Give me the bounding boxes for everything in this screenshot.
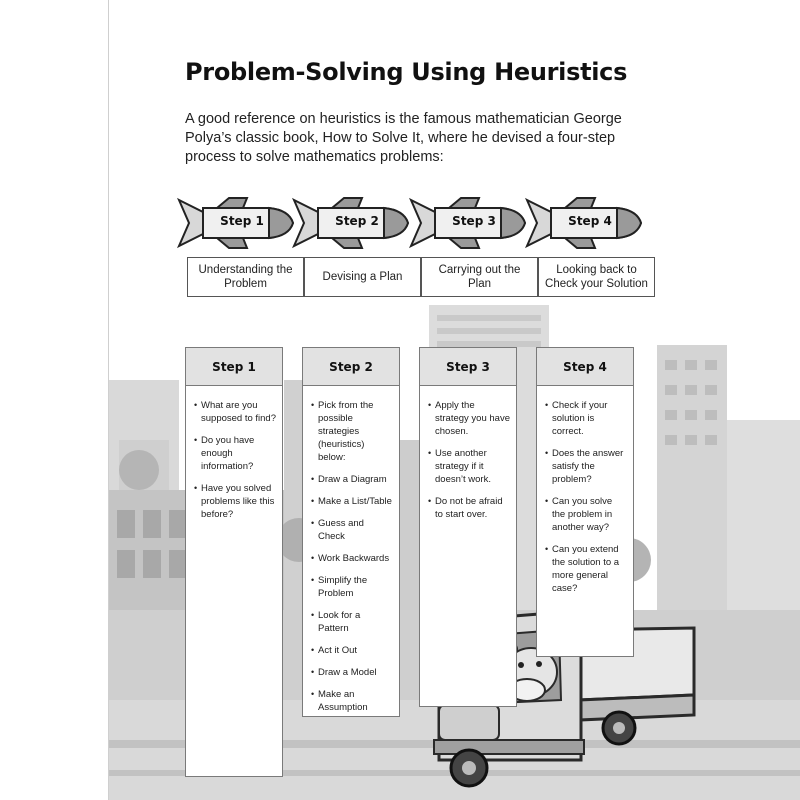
step-4-caption: Looking back to Check your Solution (538, 257, 655, 297)
step-1-list (186, 386, 282, 540)
intro-paragraph: A good reference on heuristics is the famous mathematician George Polya’s classic book, How to Solve It, where he devised a four-step process to solve mathematics problems: (185, 111, 622, 165)
book-page (108, 0, 800, 800)
list-item: • Pick from the possible strategies (heuristics) below: (311, 399, 393, 464)
list-item: • Use another strategy if it doesn’t work. (428, 447, 510, 486)
rocket-label: Step 3 (452, 214, 496, 228)
list-item: • Work Backwards (311, 552, 393, 565)
list-item: • Make a List/Table (311, 495, 393, 508)
list-item: • Does the answer satisfy the problem? (545, 447, 627, 486)
list-item: • Do not be afraid to start over. (428, 495, 510, 521)
list-item: • Draw a Diagram (311, 473, 393, 486)
step-4-column (536, 347, 634, 657)
list-item: • Can you extend the solution to a more general case? (545, 543, 627, 595)
step-2-column (302, 347, 400, 717)
rocket-step-4 (525, 196, 643, 250)
column-heading: Step 3 (420, 348, 516, 386)
step-2-caption: Devising a Plan (304, 257, 421, 297)
list-item: • What are you supposed to find? (194, 399, 276, 425)
rocket-step-2 (292, 196, 410, 250)
step-3-list (420, 386, 516, 540)
list-item: • Draw a Model (311, 666, 393, 679)
step-3-column (419, 347, 517, 707)
step-2-list (303, 386, 399, 733)
list-item: • Apply the strategy you have chosen. (428, 399, 510, 438)
step-1-caption: Understanding the Problem (187, 257, 304, 297)
list-item: • Simplify the Problem (311, 574, 393, 600)
list-item: • Act it Out (311, 644, 393, 657)
step-4-list (537, 386, 633, 614)
list-item: • Look for a Pattern (311, 609, 393, 635)
step-3-caption: Carrying out the Plan (421, 257, 538, 297)
rocket-step-3 (409, 196, 527, 250)
step-1-column (185, 347, 283, 777)
list-item: • Do you have enough information? (194, 434, 276, 473)
list-item: • Have you solved problems like this before? (194, 482, 276, 521)
page-title: Problem-Solving Using Heuristics (185, 58, 628, 86)
column-heading: Step 4 (537, 348, 633, 386)
rocket-label: Step 4 (568, 214, 612, 228)
rocket-label: Step 2 (335, 214, 379, 228)
column-heading: Step 1 (186, 348, 282, 386)
column-heading: Step 2 (303, 348, 399, 386)
list-item: • Make an Assumption (311, 688, 393, 714)
rocket-step-1 (177, 196, 295, 250)
list-item: • Check if your solution is correct. (545, 399, 627, 438)
rocket-label: Step 1 (220, 214, 264, 228)
list-item: • Can you solve the problem in another way? (545, 495, 627, 534)
list-item: • Guess and Check (311, 517, 393, 543)
